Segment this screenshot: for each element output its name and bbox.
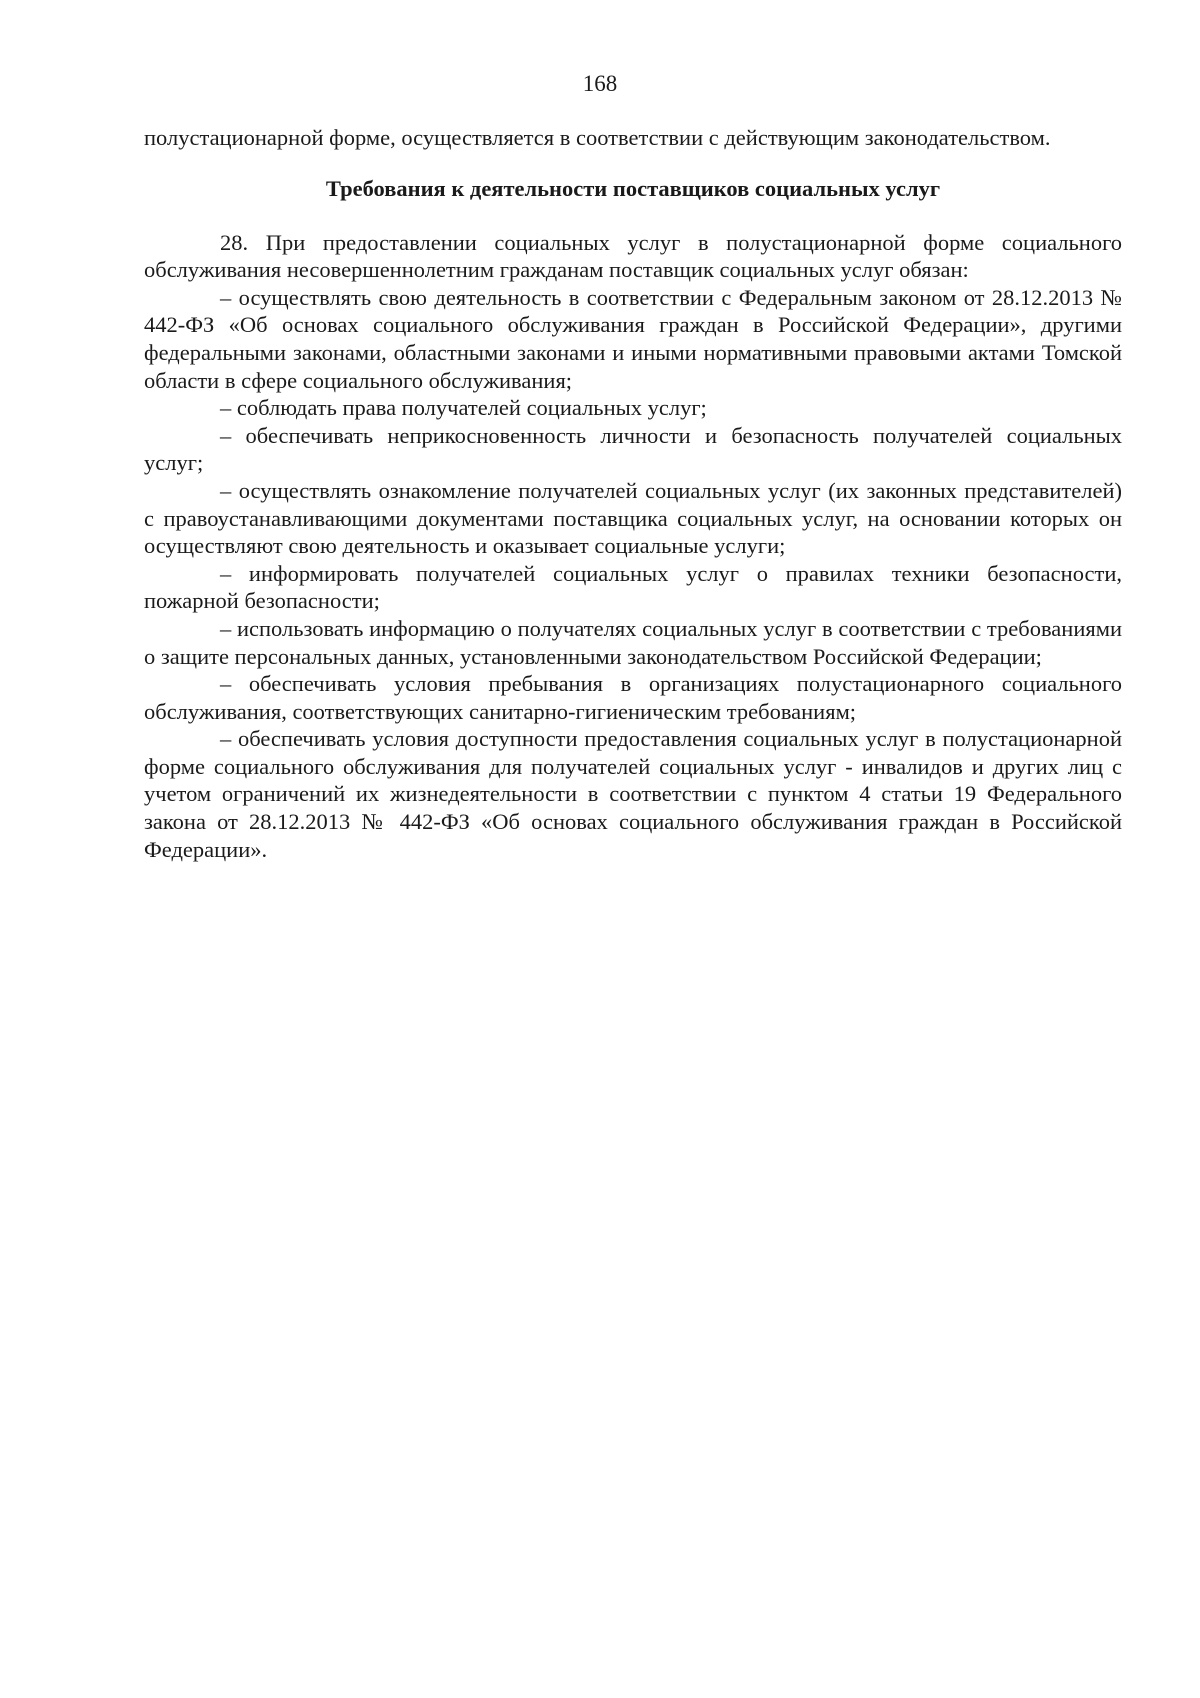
page-number: 168 xyxy=(582,71,618,96)
list-item: – обеспечивать неприкосновенность личности и безопасность получателей социальных услуг; xyxy=(144,422,1122,476)
section-heading: Требования к деятельности поставщиков социальных услуг xyxy=(325,175,941,201)
list-item: – информировать получателей социальных услуг о правилах техники безопасности, пожарной безопасности; xyxy=(144,560,1122,614)
list-item: – осуществлять свою деятельность в соответствии с Федеральным законом от 28.12.2013 № 442-ФЗ «Об основах социального обслуживания граждан в Российской Федерации», другими федеральными законами, областными законами и иными нормативными правовыми актами Томской области в сфере социального обслуживания; xyxy=(144,284,1122,393)
page-content xyxy=(144,124,1122,863)
intro-paragraph: 28. При предоставлении социальных услуг в полустационарной форме социального обслуживания несовершеннолетним гражданам поставщик социальных услуг обязан: xyxy=(144,229,1122,283)
list-item: – соблюдать права получателей социальных услуг; xyxy=(220,395,707,421)
list-item: – использовать информацию о получателях социальных услуг в соответствии с требованиями о защите персональных данных, установленными законодательством Российской Федерации; xyxy=(144,615,1122,669)
list-item: – обеспечивать условия пребывания в организациях полустационарного социального обслуживания, соответствующих санитарно-гигиеническим требованиям; xyxy=(144,671,1122,724)
list-item: – обеспечивать условия доступности предоставления социальных услуг в полустационарной форме социального обслуживания для получателей социальных услуг - инвалидов и других лиц с учетом ограничений их жизнедеятельности в соответствии с пунктом 4 статьи 19 Федерального закона от 28.12.2013 № 442-ФЗ «Об основах социального обслуживания граждан в Российской Федерации». xyxy=(144,726,1122,862)
continuation-paragraph: полустационарной форме, осуществляется в соответствии с действующим законодательством. xyxy=(144,125,1051,150)
list-item: – осуществлять ознакомление получателей социальных услуг (их законных представителей) с правоустанавливающими документами поставщика социальных услуг, на основании которых он осуществляют свою деятельность и оказывает социальные услуги; xyxy=(144,477,1122,559)
